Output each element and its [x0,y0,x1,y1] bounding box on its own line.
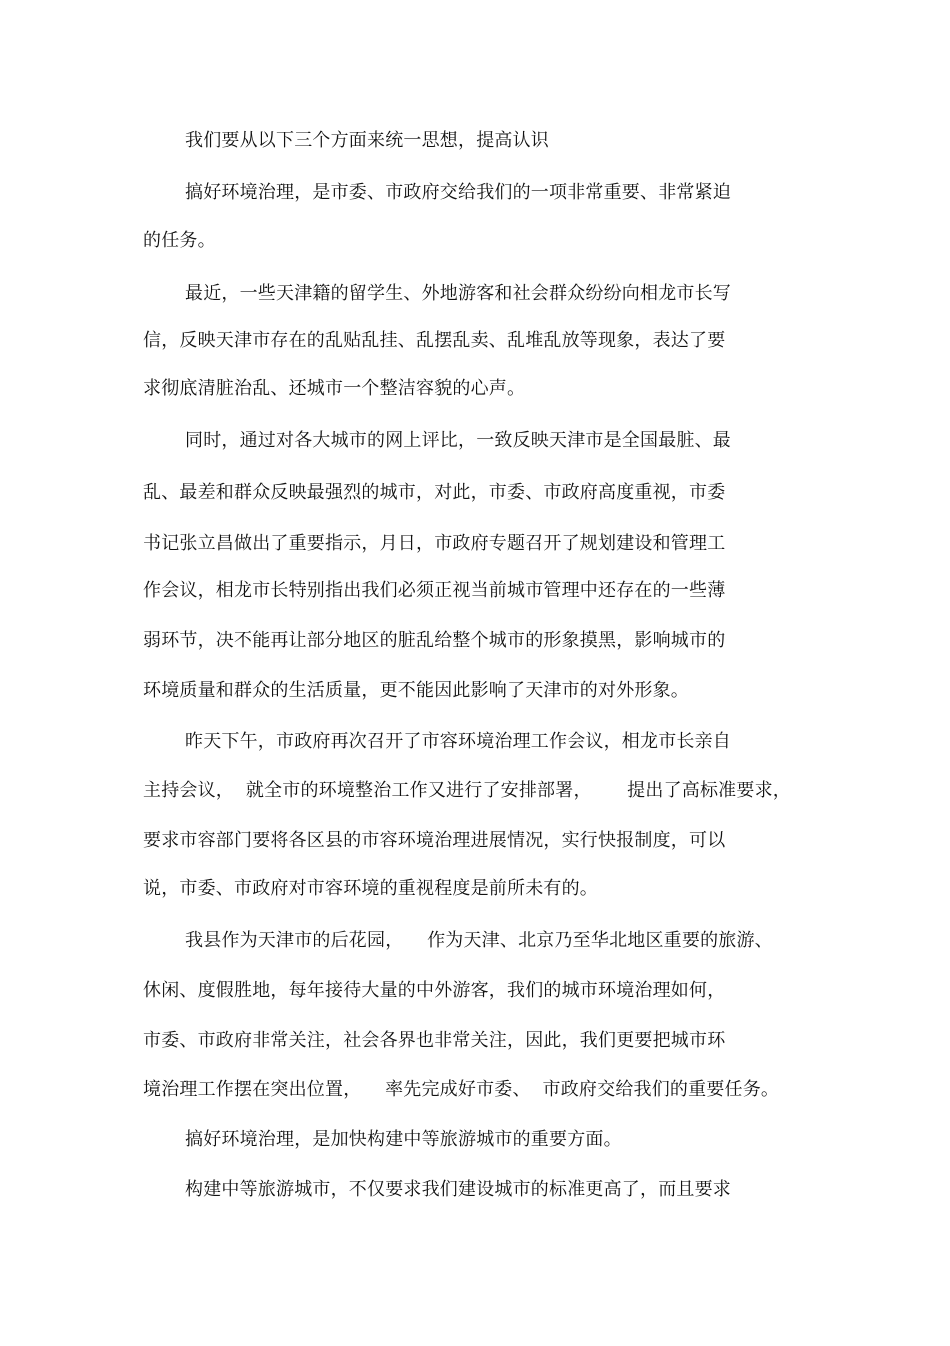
text-line: 我县作为天津市的后花园， 作为天津、北京乃至华北地区重要的旅游、 [185,930,773,951]
text-line: 搞好环境治理，是加快构建中等旅游城市的重要方面。 [185,1129,622,1150]
text-line: 搞好环境治理，是市委、市政府交给我们的一项非常重要、非常紧迫 [185,182,731,203]
text-line: 同时，通过对各大城市的网上评比，一致反映天津市是全国最脏、最 [185,430,731,451]
text-line: 主持会议， 就全市的环境整治工作又进行了安排部署， 提出了高标准要求， [143,780,791,801]
text-line: 环境质量和群众的生活质量，更不能因此影响了天津市的对外形象。 [143,680,689,701]
text-line: 书记张立昌做出了重要指示，月日，市政府专题召开了规划建设和管理工 [143,533,726,554]
text-line: 构建中等旅游城市，不仅要求我们建设城市的标准更高了，而且要求 [185,1179,731,1200]
text-line: 求彻底清脏治乱、还城市一个整洁容貌的心声。 [143,378,526,399]
text-line: 乱、最差和群众反映最强烈的城市，对此，市委、市政府高度重视，市委 [143,482,726,503]
text-line: 市委、市政府非常关注，社会各界也非常关注，因此，我们更要把城市环 [143,1030,726,1051]
text-line: 境治理工作摆在突出位置， 率先完成好市委、 市政府交给我们的重要任务。 [143,1079,780,1100]
text-line: 我们要从以下三个方面来统一思想，提高认识 [185,130,549,151]
text-line: 信，反映天津市存在的乱贴乱挂、乱摆乱卖、乱堆乱放等现象，表达了要 [143,330,726,351]
text-line: 说，市委、市政府对市容环境的重视程度是前所未有的。 [143,878,598,899]
text-line: 弱环节，决不能再让部分地区的脏乱给整个城市的形象摸黑，影响城市的 [143,630,726,651]
text-line: 休闲、度假胜地，每年接待大量的中外游客，我们的城市环境治理如何， [143,980,726,1001]
text-line: 的任务。 [143,230,216,251]
text-line: 最近，一些天津籍的留学生、外地游客和社会群众纷纷向相龙市长写 [185,283,731,304]
text-line: 昨天下午，市政府再次召开了市容环境治理工作会议，相龙市长亲自 [185,731,731,752]
text-line: 作会议，相龙市长特别指出我们必须正视当前城市管理中还存在的一些薄 [143,580,726,601]
text-line: 要求市容部门要将各区县的市容环境治理进展情况，实行快报制度，可以 [143,830,726,851]
